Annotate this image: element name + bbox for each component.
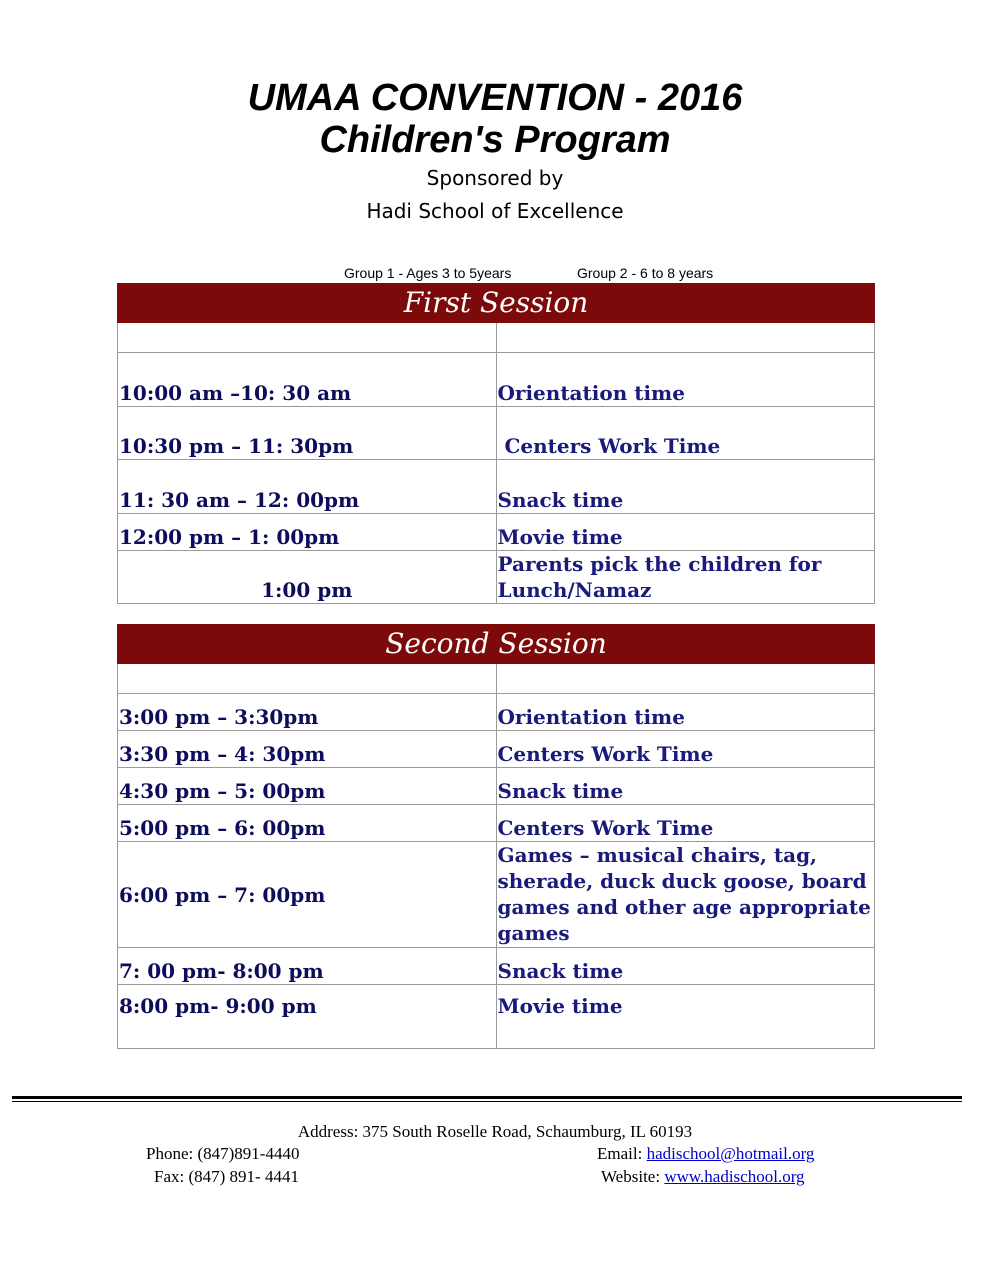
- time-cell: 5:00 pm – 6: 00pm: [118, 805, 497, 842]
- table-row: [118, 948, 875, 985]
- time-cell: 10:30 pm – 11: 30pm: [118, 407, 497, 460]
- empty-cell: [118, 323, 497, 353]
- empty-cell: [496, 323, 875, 353]
- time-cell: 12:00 pm – 1: 00pm: [118, 514, 497, 551]
- footer-divider: [12, 1096, 962, 1099]
- activity-cell: Snack time: [496, 768, 875, 805]
- activity-cell: Centers Work Time: [496, 731, 875, 768]
- activity-cell: Orientation time: [496, 353, 875, 407]
- activity-cell: Centers Work Time: [496, 805, 875, 842]
- activity-cell: Centers Work Time: [496, 407, 875, 460]
- footer-fax: Fax: (847) 891- 4441: [154, 1167, 299, 1186]
- website-link[interactable]: www.hadischool.org: [664, 1167, 805, 1186]
- table-row: [118, 768, 875, 805]
- table-row: [118, 353, 875, 407]
- empty-cell: [118, 664, 497, 694]
- group-1-label: Group 1 - Ages 3 to 5years: [344, 265, 512, 281]
- activity-cell: Snack time: [496, 460, 875, 514]
- document-title: UMAA CONVENTION - 2016: [247, 77, 743, 119]
- footer-address: Address: 375 South Roselle Road, Schaumburg, IL 60193: [297, 1122, 693, 1141]
- time-cell: 6:00 pm – 7: 00pm: [118, 842, 497, 948]
- activity-cell: Orientation time: [496, 694, 875, 731]
- time-cell: 3:00 pm – 3:30pm: [118, 694, 497, 731]
- activity-cell: Parents pick the children for Lunch/Namaz: [496, 551, 875, 604]
- footer-phone: Phone: (847)891-4440: [146, 1144, 300, 1163]
- email-link[interactable]: hadischool@hotmail.org: [646, 1144, 815, 1163]
- website-label: Website:: [601, 1167, 665, 1186]
- empty-cell: [496, 664, 875, 694]
- table-row: [118, 805, 875, 842]
- table-row: [118, 323, 875, 353]
- time-cell: 3:30 pm – 4: 30pm: [118, 731, 497, 768]
- time-cell: 1:00 pm: [118, 551, 497, 604]
- time-cell: 11: 30 am – 12: 00pm: [118, 460, 497, 514]
- program-title: Children's Program: [319, 119, 671, 161]
- table-row: [118, 514, 875, 551]
- time-cell: 8:00 pm- 9:00 pm: [118, 985, 497, 1049]
- first-session-table: [117, 283, 875, 604]
- first-session-header: First Session: [118, 284, 875, 323]
- activity-cell: Movie time: [496, 514, 875, 551]
- table-row: [118, 551, 875, 604]
- activity-cell: Games – musical chairs, tag, sherade, duck duck goose, board games and other age appropriate games: [496, 842, 875, 948]
- second-session-table: [117, 624, 875, 1049]
- time-cell: 7: 00 pm- 8:00 pm: [118, 948, 497, 985]
- footer-email: [597, 1144, 814, 1164]
- footer-website: [601, 1167, 805, 1187]
- sponsored-by-label: Sponsored by: [426, 166, 564, 190]
- table-row: [118, 985, 875, 1049]
- activity-cell: Movie time: [496, 985, 875, 1049]
- email-label: Email:: [597, 1144, 647, 1163]
- group-2-label: Group 2 - 6 to 8 years: [577, 265, 714, 281]
- second-session-header: Second Session: [118, 625, 875, 664]
- table-row: [118, 460, 875, 514]
- time-cell: 4:30 pm – 5: 00pm: [118, 768, 497, 805]
- activity-cell: Snack time: [496, 948, 875, 985]
- sponsor-name: Hadi School of Excellence: [366, 199, 624, 223]
- table-row: [118, 731, 875, 768]
- table-row: [118, 694, 875, 731]
- time-cell: 10:00 am –10: 30 am: [118, 353, 497, 407]
- table-row: [118, 407, 875, 460]
- table-row: [118, 842, 875, 948]
- table-row: [118, 664, 875, 694]
- footer-divider-thin: [12, 1101, 962, 1102]
